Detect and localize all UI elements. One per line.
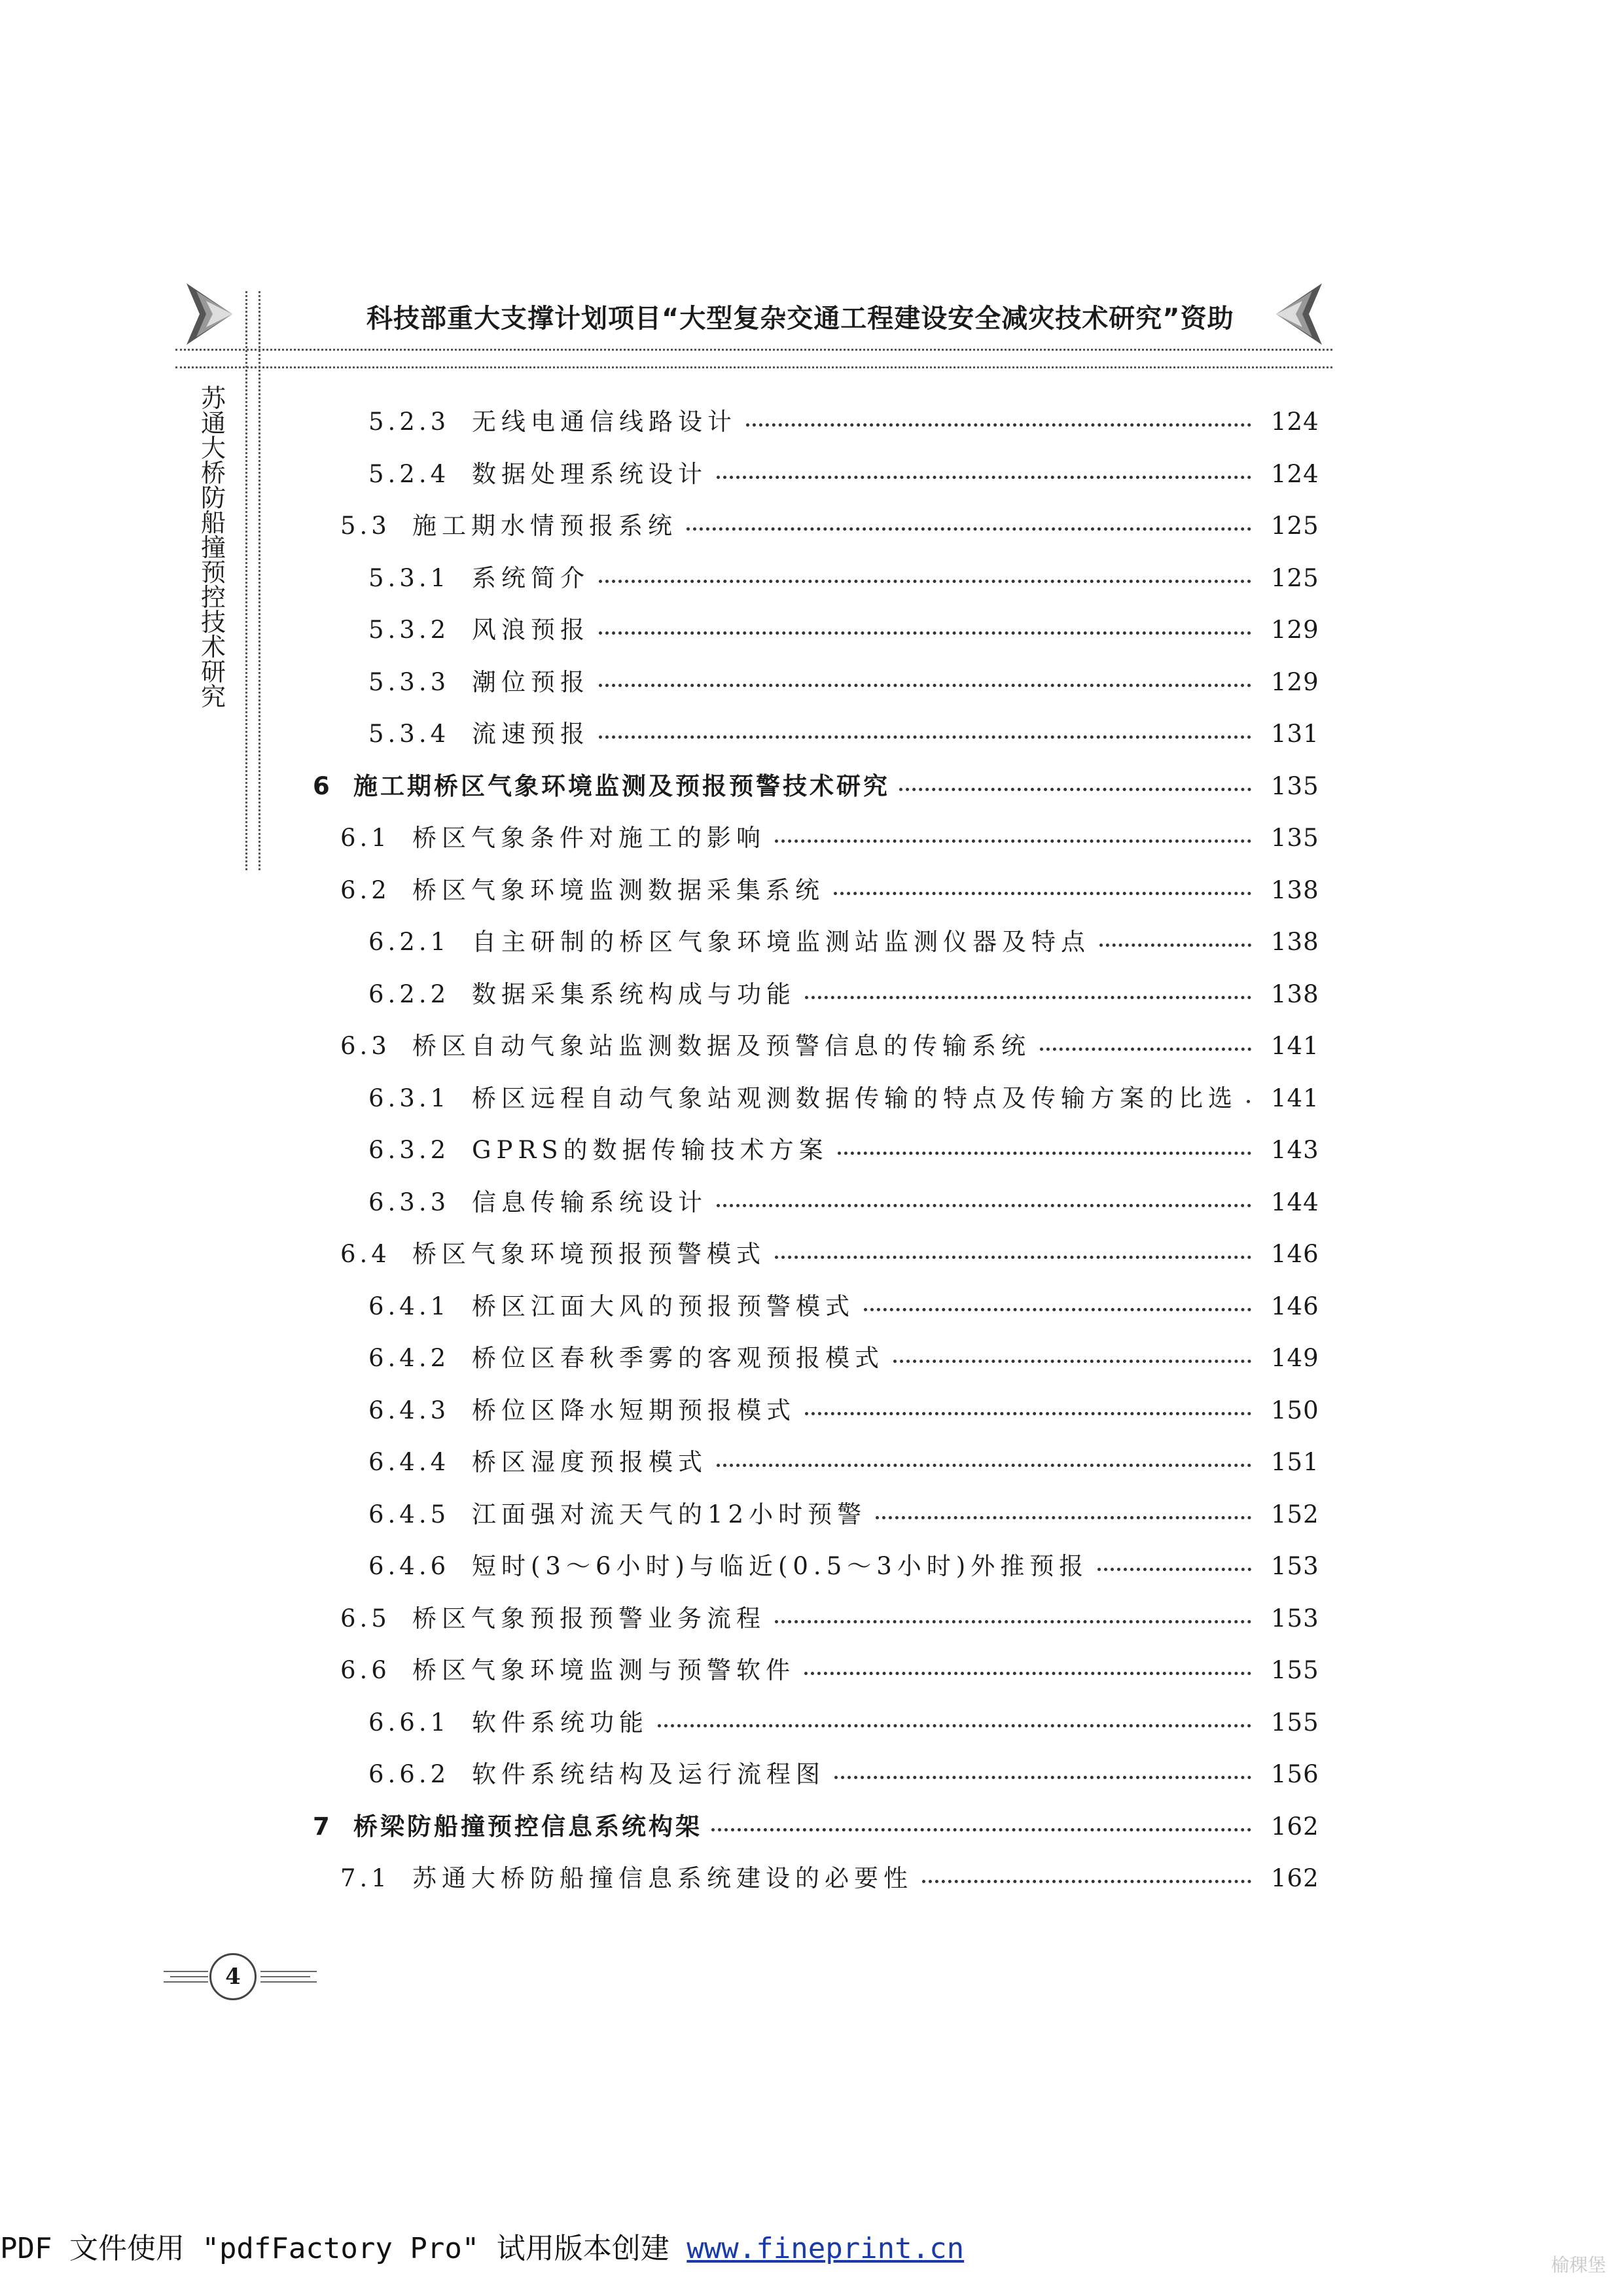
toc-dot-leader	[717, 1204, 1251, 1207]
toc-entry-title: 桥区自动气象站监测数据及预警信息的传输系统	[412, 1032, 1031, 1060]
toc-entry-title: 桥区江面大风的预报预警模式	[472, 1292, 855, 1320]
toc-dot-leader	[864, 1308, 1251, 1311]
margin-rule-2	[259, 291, 260, 870]
toc-entry-page: 141	[1271, 1084, 1319, 1112]
toc-entry-number: 6.3.1	[368, 1084, 450, 1112]
toc-entry-page: 152	[1271, 1500, 1319, 1528]
toc-entry-title: 数据处理系统设计	[472, 460, 707, 488]
toc-dot-leader	[599, 735, 1251, 739]
toc-entry[interactable]	[368, 1288, 1329, 1325]
toc-entry-page: 162	[1271, 1864, 1319, 1892]
toc-entry[interactable]	[368, 924, 1329, 961]
toc-entry-page: 124	[1271, 408, 1319, 436]
toc-entry-title: 桥区湿度预报模式	[472, 1448, 707, 1476]
toc-entry-page: 162	[1271, 1812, 1319, 1841]
toc-entry-title: 施工期水情预报系统	[412, 512, 677, 540]
toc-entry-number: 6.3.2	[368, 1136, 450, 1164]
sidebar-char: 桥	[200, 459, 226, 487]
toc-entry-page: 143	[1271, 1136, 1319, 1164]
toc-entry[interactable]	[313, 768, 1329, 805]
toc-entry-title: 桥区气象预报预警业务流程	[412, 1604, 766, 1633]
toc-entry[interactable]	[340, 820, 1329, 857]
left-ornament-icon	[180, 278, 236, 350]
toc-entry-title: 桥区远程自动气象站观测数据传输的特点及传输方案的比选	[472, 1084, 1238, 1112]
toc-dot-leader	[838, 1152, 1251, 1155]
toc-dot-leader	[1040, 1048, 1251, 1051]
toc-entry-number: 6.2.2	[368, 980, 450, 1008]
footer-note-text: PDF 文件使用 "pdfFactory Pro" 试用版本创建	[0, 2232, 687, 2265]
toc-entry-page: 129	[1271, 616, 1319, 644]
toc-entry-number: 6.4.2	[368, 1344, 450, 1372]
toc-entry[interactable]	[368, 1496, 1329, 1533]
toc-entry-number: 6.5	[340, 1604, 391, 1633]
toc-dot-leader	[922, 1880, 1251, 1883]
toc-entry-title: 无线电通信线路设计	[472, 408, 737, 436]
sidebar-char: 防	[200, 484, 226, 512]
sidebar-char: 究	[200, 682, 226, 711]
toc-entry-title: 风浪预报	[472, 616, 590, 644]
toc-entry-page: 138	[1271, 876, 1319, 904]
sidebar-char: 大	[200, 434, 226, 463]
toc-entry-title: 流速预报	[472, 720, 590, 748]
toc-entry[interactable]	[368, 612, 1329, 648]
toc-dot-leader	[899, 788, 1251, 791]
toc-entry-number: 6.2	[340, 876, 391, 904]
footer-note	[0, 2225, 964, 2267]
toc-dot-leader	[599, 684, 1251, 687]
toc-dot-leader	[893, 1360, 1251, 1363]
toc-dot-leader	[746, 423, 1251, 427]
toc-entry-title: 软件系统结构及运行流程图	[472, 1760, 825, 1788]
toc-entry[interactable]	[368, 1080, 1329, 1117]
toc-entry[interactable]	[340, 1652, 1329, 1689]
toc-entry[interactable]	[368, 1184, 1329, 1221]
toc-entry-title: 施工期桥区气象环境监测及预报预警技术研究	[353, 772, 890, 800]
toc-entry[interactable]	[368, 1756, 1329, 1793]
right-ornament-icon	[1273, 278, 1329, 350]
toc-entry-page: 138	[1271, 928, 1319, 956]
toc-entry-page: 151	[1271, 1448, 1319, 1476]
toc-entry-page: 150	[1271, 1396, 1319, 1424]
toc-entry[interactable]	[313, 1809, 1329, 1845]
left-wing-icon	[164, 1968, 209, 1986]
toc-entry-number: 5.3.4	[368, 720, 450, 748]
toc-entry-page: 144	[1271, 1188, 1319, 1216]
header-rule-bottom	[175, 366, 1332, 368]
sidebar-char: 技	[200, 608, 226, 637]
toc-entry-title: 苏通大桥防船撞信息系统建设的必要性	[412, 1864, 913, 1892]
toc-entry-page: 155	[1271, 1708, 1319, 1737]
toc-entry-number: 6.3.3	[368, 1188, 450, 1216]
toc-dot-leader	[1097, 1568, 1251, 1571]
header-title: 科技部重大支撑计划项目“大型复杂交通工程建设安全减灾技术研究”资助	[366, 304, 1234, 334]
toc-entry[interactable]	[368, 976, 1329, 1013]
margin-rule-1	[245, 291, 247, 870]
toc-entry-number: 6.4	[340, 1240, 391, 1268]
toc-entry-page: 149	[1271, 1344, 1319, 1372]
header-rule-top	[175, 349, 1332, 351]
toc-entry-number: 6.4.1	[368, 1292, 450, 1320]
toc-dot-leader	[775, 839, 1251, 843]
toc-dot-leader	[1099, 944, 1251, 947]
toc-entry-title: GPRS的数据传输技术方案	[472, 1136, 829, 1164]
watermark: 榆稞堡	[1551, 2254, 1607, 2276]
toc-entry-number: 6.4.6	[368, 1552, 450, 1580]
toc-entry-number: 5.2.4	[368, 460, 450, 488]
sidebar-char: 苏	[200, 384, 226, 413]
toc-entry-number: 5.3	[340, 512, 391, 540]
toc-entry-number: 6.3	[340, 1032, 391, 1060]
toc-entry[interactable]	[340, 872, 1329, 909]
toc-entry-title: 潮位预报	[472, 668, 590, 696]
toc-entry-number: 6.6.1	[368, 1708, 450, 1737]
toc-entry-title: 桥梁防船撞预控信息系统构架	[353, 1812, 702, 1841]
toc-entry-number: 6.1	[340, 824, 391, 852]
toc-entry-number: 6.4.5	[368, 1500, 450, 1528]
toc-entry-page: 155	[1271, 1656, 1319, 1684]
toc-entry-title: 信息传输系统设计	[472, 1188, 707, 1216]
toc-entry[interactable]	[368, 1704, 1329, 1741]
toc-entry-title: 江面强对流天气的12小时预警	[472, 1500, 867, 1528]
toc-entry-number: 6.6.2	[368, 1760, 450, 1788]
toc-dot-leader	[805, 1412, 1251, 1415]
toc-entry-page: 153	[1271, 1604, 1319, 1633]
toc-entry-page: 156	[1271, 1760, 1319, 1788]
toc-entry-title: 桥位区降水短期预报模式	[472, 1396, 796, 1424]
sidebar-char: 研	[200, 658, 226, 686]
toc-entry-title: 桥区气象环境监测与预警软件	[412, 1656, 795, 1684]
toc-entry[interactable]	[340, 1236, 1329, 1273]
toc-entry-page: 153	[1271, 1552, 1319, 1580]
toc-entry-page: 138	[1271, 980, 1319, 1008]
toc-entry[interactable]	[368, 664, 1329, 701]
toc-entry[interactable]	[368, 1548, 1329, 1585]
sidebar-char: 预	[200, 558, 226, 587]
toc-entry-title: 桥位区春秋季雾的客观预报模式	[472, 1344, 884, 1372]
toc-entry[interactable]	[368, 1132, 1329, 1169]
toc-entry-title: 桥区气象条件对施工的影响	[412, 824, 766, 852]
toc-entry-number: 6.4.4	[368, 1448, 450, 1476]
toc-entry[interactable]	[368, 456, 1329, 493]
sidebar-char: 通	[200, 409, 226, 438]
toc-entry-page: 129	[1271, 668, 1319, 696]
toc-dot-leader	[687, 527, 1251, 531]
toc-entry[interactable]	[368, 404, 1329, 440]
toc-dot-leader	[876, 1516, 1251, 1519]
toc-entry-title: 桥区气象环境监测数据采集系统	[412, 876, 825, 904]
toc-entry-title: 软件系统功能	[472, 1708, 649, 1737]
toc-entry[interactable]	[368, 560, 1329, 597]
footer-link[interactable]: www.fineprint.cn	[687, 2232, 965, 2265]
toc-dot-leader	[658, 1724, 1251, 1727]
toc-entry-title: 数据采集系统构成与功能	[472, 980, 796, 1008]
toc-entry[interactable]	[368, 1392, 1329, 1429]
toc-entry-title: 自主研制的桥区气象环境监测站监测仪器及特点	[472, 928, 1090, 956]
sidebar-book-title	[198, 386, 228, 709]
sidebar-char: 控	[200, 583, 226, 612]
toc-dot-leader	[834, 892, 1251, 895]
toc-dot-leader	[805, 996, 1251, 999]
toc-dot-leader	[599, 631, 1251, 635]
toc-entry-page: 146	[1271, 1292, 1319, 1320]
toc-dot-leader	[1247, 1100, 1251, 1103]
toc-entry-title: 系统简介	[472, 564, 590, 592]
toc-entry-page: 131	[1271, 720, 1319, 748]
toc-entry[interactable]	[340, 1600, 1329, 1637]
toc-entry-title: 短时(3～6小时)与临近(0.5～3小时)外推预报	[472, 1552, 1089, 1580]
toc-entry-number: 6.6	[340, 1656, 391, 1684]
toc-dot-leader	[834, 1776, 1251, 1779]
page-number: 4	[209, 1953, 257, 2000]
toc-entry-number: 6.2.1	[368, 928, 450, 956]
toc-entry[interactable]	[340, 1028, 1329, 1065]
toc-entry-page: 125	[1271, 512, 1319, 540]
toc-dot-leader	[711, 1828, 1251, 1831]
toc-entry[interactable]	[368, 1340, 1329, 1377]
toc-entry-page: 135	[1271, 772, 1319, 800]
toc-dot-leader	[775, 1256, 1251, 1259]
toc-entry-number: 5.3.1	[368, 564, 450, 592]
toc-entry-number: 6.4.3	[368, 1396, 450, 1424]
toc-entry-page: 135	[1271, 824, 1319, 852]
toc-entry-number: 7.1	[340, 1864, 391, 1892]
toc-dot-leader	[717, 1464, 1251, 1467]
toc-dot-leader	[804, 1672, 1251, 1675]
toc-dot-leader	[717, 476, 1251, 479]
sidebar-char: 撞	[200, 533, 226, 562]
toc-entry-page: 146	[1271, 1240, 1319, 1268]
toc-entry[interactable]	[368, 1444, 1329, 1481]
toc-entry-page: 124	[1271, 460, 1319, 488]
toc-entry-number: 5.3.2	[368, 616, 450, 644]
toc-entry[interactable]	[340, 508, 1329, 544]
toc-entry-title: 桥区气象环境预报预警模式	[412, 1240, 766, 1268]
right-wing-icon	[259, 1968, 318, 1986]
page-number-badge	[209, 1953, 257, 2000]
sidebar-char: 术	[200, 633, 226, 662]
toc-entry[interactable]	[368, 716, 1329, 752]
toc-entry-number: 6	[313, 772, 332, 800]
toc-entry-page: 141	[1271, 1032, 1319, 1060]
toc-dot-leader	[775, 1620, 1251, 1623]
toc-entry-number: 5.3.3	[368, 668, 450, 696]
toc-entry-page: 125	[1271, 564, 1319, 592]
toc-dot-leader	[599, 580, 1251, 583]
toc-entry[interactable]	[340, 1860, 1329, 1897]
toc-entry-number: 7	[313, 1812, 332, 1841]
sidebar-char: 船	[200, 508, 226, 537]
toc-entry-number: 5.2.3	[368, 408, 450, 436]
